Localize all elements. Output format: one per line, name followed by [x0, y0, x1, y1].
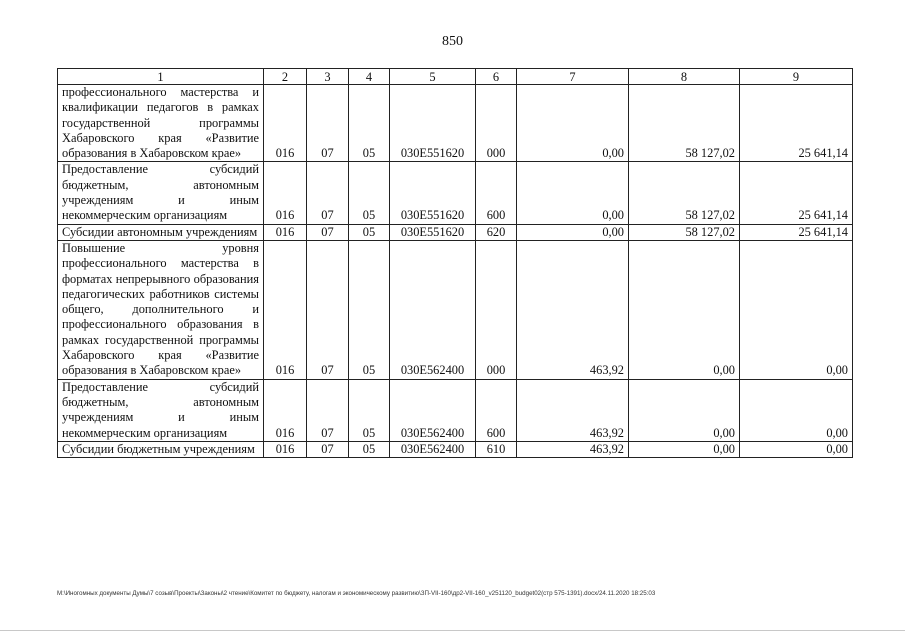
amount-col7: 463,92 [517, 379, 629, 441]
expense-type-code: 600 [476, 162, 517, 224]
table-row [58, 224, 853, 240]
item-name: Субсидии бюджетным учреждениям [58, 441, 264, 457]
subsection-code: 05 [349, 85, 390, 162]
table-row [58, 379, 853, 441]
target-article-code: 030E562400 [390, 240, 476, 379]
amount-col7: 0,00 [517, 162, 629, 224]
expense-type-code: 000 [476, 85, 517, 162]
amount-col8: 0,00 [629, 441, 740, 457]
subsection-code: 05 [349, 441, 390, 457]
section-code: 07 [307, 85, 349, 162]
ministry-code: 016 [264, 162, 307, 224]
subsection-code: 05 [349, 162, 390, 224]
amount-col8: 0,00 [629, 240, 740, 379]
target-article-code: 030E551620 [390, 224, 476, 240]
section-code: 07 [307, 224, 349, 240]
page-number: 850 [442, 34, 463, 49]
column-header: 7 [517, 69, 629, 85]
ministry-code: 016 [264, 240, 307, 379]
expense-type-code: 600 [476, 379, 517, 441]
amount-col9: 0,00 [740, 240, 853, 379]
section-code: 07 [307, 240, 349, 379]
amount-col8: 58 127,02 [629, 224, 740, 240]
amount-col9: 25 641,14 [740, 85, 853, 162]
amount-col8: 58 127,02 [629, 162, 740, 224]
target-article-code: 030E562400 [390, 379, 476, 441]
amount-col9: 0,00 [740, 379, 853, 441]
ministry-code: 016 [264, 224, 307, 240]
subsection-code: 05 [349, 240, 390, 379]
column-header: 1 [58, 69, 264, 85]
column-header: 4 [349, 69, 390, 85]
header-row [58, 69, 853, 85]
column-header: 8 [629, 69, 740, 85]
amount-col8: 58 127,02 [629, 85, 740, 162]
ministry-code: 016 [264, 379, 307, 441]
ministry-code: 016 [264, 85, 307, 162]
target-article-code: 030E562400 [390, 441, 476, 457]
column-header: 6 [476, 69, 517, 85]
amount-col7: 463,92 [517, 240, 629, 379]
amount-col9: 25 641,14 [740, 162, 853, 224]
expense-type-code: 000 [476, 240, 517, 379]
target-article-code: 030E551620 [390, 85, 476, 162]
target-article-code: 030E551620 [390, 162, 476, 224]
section-code: 07 [307, 162, 349, 224]
item-name: профессионального мастерства и квалификации педагогов в рамках государственной программы Хабаровского края «Развитие образования в Хабаровском крае» [58, 85, 264, 162]
item-name: Повышение уровня профессионального мастерства в форматах непрерывного образования педагогических работников системы общего, дополнительного и профессионального образования в рамках государственной программы Хабаровского края «Развитие образования в Хабаровском крае» [58, 240, 264, 379]
amount-col7: 463,92 [517, 441, 629, 457]
column-header: 5 [390, 69, 476, 85]
expense-type-code: 610 [476, 441, 517, 457]
column-header: 9 [740, 69, 853, 85]
budget-table [57, 68, 853, 458]
item-name: Предоставление субсидий бюджетным, автономным учреждениям и иным некоммерческим организациям [58, 162, 264, 224]
table-row [58, 85, 853, 162]
column-header: 2 [264, 69, 307, 85]
amount-col9: 25 641,14 [740, 224, 853, 240]
subsection-code: 05 [349, 379, 390, 441]
column-header: 3 [307, 69, 349, 85]
amount-col8: 0,00 [629, 379, 740, 441]
table-row [58, 441, 853, 457]
table-row [58, 162, 853, 224]
item-name: Субсидии автономным учреждениям [58, 224, 264, 240]
item-name: Предоставление субсидий бюджетным, автономным учреждениям и иным некоммерческим организациям [58, 379, 264, 441]
expense-type-code: 620 [476, 224, 517, 240]
amount-col7: 0,00 [517, 85, 629, 162]
subsection-code: 05 [349, 224, 390, 240]
amount-col7: 0,00 [517, 224, 629, 240]
footer-file-path: M:\Иногомных документы Думы\7 созыв\Проекты\Законы\2 чтение\Комитет по бюджету, налогам и экономическому развитию\ЗП-VII-160\др2-VII-160_v251120_budget02(стр 575-1391).docx/24.11.2020 18:25:03 [57, 590, 656, 597]
table-row [58, 240, 853, 379]
ministry-code: 016 [264, 441, 307, 457]
amount-col9: 0,00 [740, 441, 853, 457]
section-code: 07 [307, 441, 349, 457]
page-edge-divider [0, 630, 905, 631]
section-code: 07 [307, 379, 349, 441]
